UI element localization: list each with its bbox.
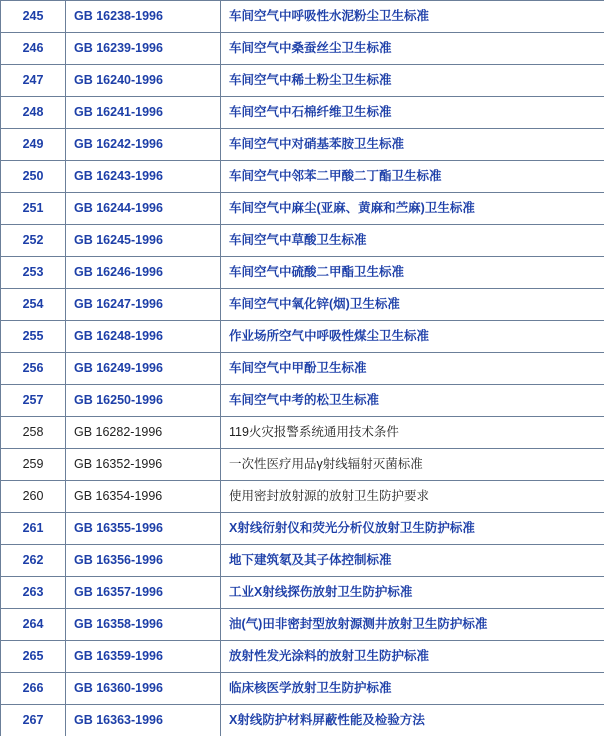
standard-title-cell: 放射性发光涂料的放射卫生防护标准 [221, 641, 604, 673]
table-row [1, 161, 604, 193]
standard-title-cell: 车间空气中考的松卫生标准 [221, 385, 604, 417]
row-number-cell: 267 [1, 705, 66, 736]
table-row [1, 65, 604, 97]
standard-title-cell: 车间空气中稀土粉尘卫生标准 [221, 65, 604, 97]
standard-code-cell: GB 16249-1996 [66, 353, 221, 385]
table-row [1, 417, 604, 449]
standard-title-cell: 车间空气中氧化锌(烟)卫生标准 [221, 289, 604, 321]
standard-code-cell: GB 16239-1996 [66, 33, 221, 65]
standard-code-cell: GB 16356-1996 [66, 545, 221, 577]
row-number-cell: 252 [1, 225, 66, 257]
table-row [1, 193, 604, 225]
standard-title-cell: 油(气)田非密封型放射源测井放射卫生防护标准 [221, 609, 604, 641]
row-number-cell: 261 [1, 513, 66, 545]
table-row [1, 129, 604, 161]
standard-title-cell: 车间空气中桑蚕丝尘卫生标准 [221, 33, 604, 65]
row-number-cell: 248 [1, 97, 66, 129]
standard-code-cell: GB 16359-1996 [66, 641, 221, 673]
row-number-cell: 250 [1, 161, 66, 193]
table-row [1, 225, 604, 257]
row-number-cell: 249 [1, 129, 66, 161]
table-row [1, 257, 604, 289]
standard-code-cell: GB 16248-1996 [66, 321, 221, 353]
standard-code-cell: GB 16357-1996 [66, 577, 221, 609]
table-row [1, 545, 604, 577]
standard-title-cell: 车间空气中硫酸二甲酯卫生标准 [221, 257, 604, 289]
standard-title-cell: 车间空气中麻尘(亚麻、黄麻和苎麻)卫生标准 [221, 193, 604, 225]
table-row [1, 1, 604, 33]
row-number-cell: 255 [1, 321, 66, 353]
row-number-cell: 253 [1, 257, 66, 289]
row-number-cell: 263 [1, 577, 66, 609]
standard-code-cell: GB 16352-1996 [66, 449, 221, 481]
standard-code-cell: GB 16355-1996 [66, 513, 221, 545]
row-number-cell: 257 [1, 385, 66, 417]
table-row [1, 449, 604, 481]
table-row [1, 97, 604, 129]
table-row [1, 673, 604, 705]
table-row [1, 641, 604, 673]
standard-code-cell: GB 16246-1996 [66, 257, 221, 289]
table-row [1, 705, 604, 736]
row-number-cell: 262 [1, 545, 66, 577]
row-number-cell: 256 [1, 353, 66, 385]
row-number-cell: 266 [1, 673, 66, 705]
standard-code-cell: GB 16241-1996 [66, 97, 221, 129]
standard-code-cell: GB 16242-1996 [66, 129, 221, 161]
standard-title-cell: 车间空气中草酸卫生标准 [221, 225, 604, 257]
standard-title-cell: 车间空气中邻苯二甲酸二丁酯卫生标准 [221, 161, 604, 193]
standard-code-cell: GB 16240-1996 [66, 65, 221, 97]
table-row [1, 577, 604, 609]
standard-title-cell: 工业X射线探伤放射卫生防护标准 [221, 577, 604, 609]
table-row [1, 481, 604, 513]
table-row [1, 353, 604, 385]
row-number-cell: 259 [1, 449, 66, 481]
standard-title-cell: 车间空气中对硝基苯胺卫生标准 [221, 129, 604, 161]
standard-title-cell: 临床核医学放射卫生防护标准 [221, 673, 604, 705]
row-number-cell: 258 [1, 417, 66, 449]
standard-code-cell: GB 16363-1996 [66, 705, 221, 736]
standard-code-cell: GB 16282-1996 [66, 417, 221, 449]
standard-code-cell: GB 16358-1996 [66, 609, 221, 641]
standard-title-cell: 车间空气中呼吸性水泥粉尘卫生标准 [221, 1, 604, 33]
standard-code-cell: GB 16244-1996 [66, 193, 221, 225]
standard-code-cell: GB 16238-1996 [66, 1, 221, 33]
standard-code-cell: GB 16245-1996 [66, 225, 221, 257]
standard-title-cell: 使用密封放射源的放射卫生防护要求 [221, 481, 604, 513]
standard-code-cell: GB 16354-1996 [66, 481, 221, 513]
row-number-cell: 265 [1, 641, 66, 673]
row-number-cell: 245 [1, 1, 66, 33]
standard-title-cell: X射线衍射仪和荧光分析仪放射卫生防护标准 [221, 513, 604, 545]
table-row [1, 321, 604, 353]
table-row [1, 385, 604, 417]
row-number-cell: 251 [1, 193, 66, 225]
standard-code-cell: GB 16250-1996 [66, 385, 221, 417]
table-row [1, 513, 604, 545]
table-row [1, 289, 604, 321]
table-row [1, 609, 604, 641]
row-number-cell: 260 [1, 481, 66, 513]
standard-title-cell: 车间空气中石棉纤维卫生标准 [221, 97, 604, 129]
standard-title-cell: 119火灾报警系统通用技术条件 [221, 417, 604, 449]
standard-code-cell: GB 16247-1996 [66, 289, 221, 321]
standard-title-cell: 车间空气中甲酚卫生标准 [221, 353, 604, 385]
standard-code-cell: GB 16243-1996 [66, 161, 221, 193]
row-number-cell: 247 [1, 65, 66, 97]
standard-code-cell: GB 16360-1996 [66, 673, 221, 705]
row-number-cell: 246 [1, 33, 66, 65]
standard-title-cell: 一次性医疗用品γ射线辐射灭菌标准 [221, 449, 604, 481]
standard-title-cell: 作业场所空气中呼吸性煤尘卫生标准 [221, 321, 604, 353]
row-number-cell: 264 [1, 609, 66, 641]
standard-title-cell: 地下建筑氡及其子体控制标准 [221, 545, 604, 577]
table-row [1, 33, 604, 65]
row-number-cell: 254 [1, 289, 66, 321]
standard-title-cell: X射线防护材料屏蔽性能及检验方法 [221, 705, 604, 736]
standards-table-body [1, 1, 604, 736]
